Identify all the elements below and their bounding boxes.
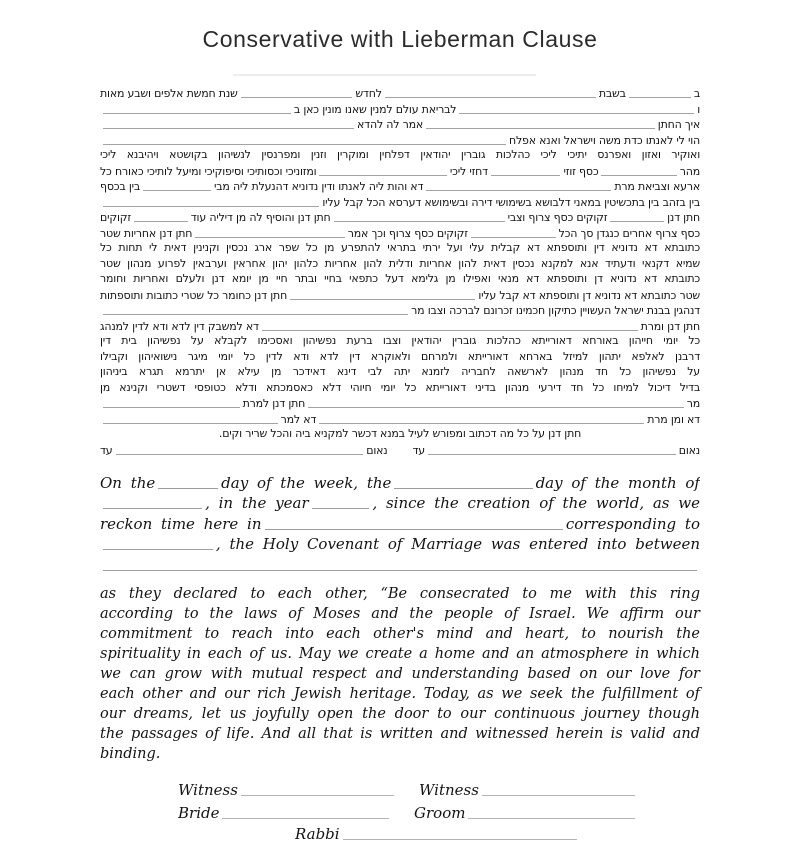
ketubah-document (0, 26, 800, 843)
text-segment: ו (697, 102, 700, 116)
hebrew-line (100, 411, 700, 427)
hebrew-line (100, 287, 700, 303)
hebrew-line (100, 302, 700, 318)
blank-fill-line (103, 314, 408, 315)
english-form-line (100, 533, 700, 554)
blank-fill-line (394, 488, 532, 489)
blank-fill-line (385, 97, 596, 98)
blank-fill-line (265, 529, 563, 530)
text-segment: לחדש (355, 87, 382, 100)
text-segment: מר (686, 397, 700, 410)
blank-fill-line (222, 818, 389, 819)
blank-fill-line (103, 144, 506, 145)
text-segment: reckon time here in (100, 514, 262, 533)
hebrew-line (100, 163, 700, 179)
text-segment: חתן דנן למרת (242, 397, 306, 410)
hebrew-line: על נפשיהון כל חד מנהון לארשאה לחבריה לזמנא יתה לבי דינא דאידכר מן עילא אן יתרמא תגרא ביניהון (100, 365, 700, 378)
blank-fill-line (426, 190, 611, 191)
hebrew-text-section (100, 85, 700, 457)
text-segment: דנהגין בבנת ישראל העשויין כתיקון חכמינו זכרונם לברכה וצבו מר (411, 304, 700, 317)
text-segment: נאום (678, 443, 700, 457)
hebrew-line (100, 442, 700, 458)
hebrew-line (100, 194, 700, 210)
text-segment: שטר כתובתא דא נדוניא דן ותוספתא דא קבל עליו (478, 288, 700, 302)
english-form-line (100, 553, 700, 574)
signature-section (100, 776, 700, 843)
text-segment: בין בכסף (100, 180, 141, 193)
blank-fill-line (334, 221, 505, 222)
text-segment: , since the creation of the world, as we (372, 494, 700, 512)
blank-fill-line (116, 454, 364, 455)
text-segment: On the (100, 473, 156, 492)
hebrew-line: כתובתא דא נדוניא דין ותוספתא דא קבלית עלי ועל ירתי בתראי להתפרע מן כל שפר ארג נכסין וקנינין דאית לי תחות כל (100, 241, 700, 254)
signature-rows (178, 776, 638, 822)
blank-fill-line (426, 128, 655, 129)
text-segment: Witness (419, 780, 479, 799)
blank-fill-line (103, 407, 240, 408)
blank-fill-line (103, 570, 697, 571)
blank-fill-line (459, 113, 694, 114)
hebrew-line: דרבנן לאלפא יתהון למיזל בארחא דאורייתא ולמרחם ולאוקרא דין לדא ודא לדין כל יומי מיגר נישואיהון וקבילו (100, 349, 700, 363)
text-segment: חתן דנן אחריות שטר (100, 226, 193, 240)
blank-fill-line (343, 839, 577, 840)
text-segment: בשבת (598, 87, 626, 100)
page-title: Conservative with Lieberman Clause (202, 26, 598, 52)
blank-fill-line (143, 190, 211, 191)
blank-fill-line (103, 113, 291, 114)
hebrew-line: ואוקיר ואזון ואפרנס יתיכי ליכי כהלכות גוברין יהודאין דפלחין ומוקרין וזנין ומפרנסין לנשיהון בקושטא ויהיבנא ליכי (100, 148, 700, 161)
text-segment: עד (412, 443, 425, 457)
text-segment: כסף צרוף אחרים כנגדן סך הכל (558, 226, 700, 240)
rabbi-signature-row (295, 822, 580, 843)
text-segment: חתן דנן ומרת (640, 319, 700, 333)
blank-fill-line (103, 508, 202, 509)
blank-fill-line (195, 237, 345, 238)
english-form-line (100, 492, 700, 513)
text-segment: דא למשבק דין לדא ודא לדין למנהג (100, 319, 259, 333)
hebrew-line (100, 132, 700, 148)
text-segment: דא ומן מרת (647, 412, 700, 426)
text-segment: Bride (178, 803, 220, 822)
text-segment: זקוקים כסף צרוף וכך אמר (347, 226, 468, 240)
text-segment: אמר לה להדא (357, 118, 424, 131)
signature-row (295, 822, 580, 843)
blank-fill-line (262, 330, 638, 331)
text-segment: מהר (679, 164, 700, 178)
text-segment: לבריאת עולם למנין שאנו מונין כאן ב (293, 102, 457, 116)
hebrew-line (100, 225, 700, 241)
hebrew-line (100, 395, 700, 411)
blank-fill-line (103, 206, 319, 207)
hebrew-line: חתן דנן על כל מה דכתוב ומפורש לעיל במנא דכשר למקניא ביה והכל שריר וקים. (218, 427, 582, 440)
blank-fill-line (471, 237, 556, 238)
blank-fill-line (134, 221, 188, 222)
text-segment: דא למר (280, 412, 317, 426)
text-segment: בין בזהב בין בתכשיטין במאני דלבושא בשימושי דירה ובשימושא דערסא הכל קבל עליו (322, 195, 700, 209)
text-segment: הוי לי לאנתו כדת משה וישראל ואנא אפלח (508, 133, 700, 147)
text-segment: דחזי ליכי (449, 164, 488, 178)
text-segment: איך החתן (657, 118, 700, 131)
english-date-section (100, 471, 700, 574)
hebrew-line (100, 318, 700, 334)
text-segment: day of the month of (535, 473, 700, 492)
blank-fill-line (241, 795, 394, 796)
text-segment: זקוקים (100, 211, 131, 224)
text-segment: day of the week, the (221, 473, 392, 492)
text-segment: נאום (366, 443, 388, 457)
title-divider (233, 74, 536, 76)
blank-fill-line (158, 488, 218, 489)
text-segment: כסף זוזי (563, 164, 599, 178)
blank-fill-line (103, 423, 278, 424)
hebrew-line: בדיל דיכול למיחו כל חד דירעי מנהון בדיני דאורייתא כל יומי חיוהי דלא כאסמכתא ודלא כטופסי דשטרי וקנינא מן (100, 380, 700, 394)
text-segment: שנת חמשת אלפים ושבע מאות (100, 87, 238, 100)
text-segment: corresponding to (565, 514, 700, 533)
blank-fill-line (319, 175, 446, 176)
blank-fill-line (601, 175, 676, 176)
blank-fill-line (491, 175, 560, 176)
hebrew-line (100, 85, 700, 101)
signature-row (178, 799, 638, 822)
text-segment: דא והות ליה לאנתו ודין נדוניא דהנעלת ליה מבי (213, 180, 424, 193)
blank-fill-line (241, 97, 353, 98)
hebrew-line (100, 101, 700, 117)
hebrew-line (100, 178, 700, 194)
blank-fill-line (103, 128, 354, 129)
blank-fill-line (428, 454, 676, 455)
hebrew-line: שמיא דקנאי ודעתיד אנא למקנא נכסין דאית להון אחריות ודלית להון אחריות כלהון יהון אחראין וערבאין לפרוע מנהון שטר (100, 256, 700, 270)
hebrew-line: כתובתא דא נדוניא דן ותוספתא דא מנאי ואפילו מן גלימא דעל כתפאי בחיי ובתר חיי מן יומא דנן ולעלם ואחריות וחומר (100, 272, 700, 285)
hebrew-line: כל יומי חייהון באורחא דאורייתא כהלכות גוברין יהודאין וצבו ברעת נפשיהון ואסכימו לקבלא על נפשיהון בית דין (100, 334, 700, 347)
text-segment: , the Holy Covenant of Marriage was entered into between (215, 535, 700, 553)
text-segment: חתן דנן והוסיף לה מן דיליה עוד (190, 211, 331, 224)
blank-fill-line (610, 221, 664, 222)
blank-fill-line (482, 795, 635, 796)
hebrew-line (100, 209, 700, 225)
declaration-paragraph: as they declared to each other, “Be consecrated to me with this ring according to the laws of Moses and the people of Israel. We affirm our commitment to reach into each other's mind and heart, to nourish the spirituality in each of us. May we create a home and an atmosphere in which we can grow with mutual respect and understanding based on our love for each other and our rich Jewish heritage. Today, as we seek the fulfillment of our dreams, let us joyfully open the door to our continuous journey though the passages of life. And all that is written and witnessed herein is valid and binding. (100, 585, 700, 762)
hebrew-line (100, 116, 700, 132)
text-segment: Witness (178, 780, 238, 799)
text-segment: Groom (414, 803, 466, 822)
text-segment: ארעא וצביאת מרת (614, 180, 700, 193)
english-form-line (100, 512, 700, 533)
blank-fill-line (312, 508, 370, 509)
text-segment: זקוקים כסף צרוף וצבי (507, 211, 608, 224)
text-segment: Rabbi (295, 824, 340, 843)
text-segment: עד (100, 443, 113, 457)
signature-row (178, 776, 638, 799)
text-segment: חתן דנן כחומר כל שטרי כתובות ותוספתות (100, 288, 288, 302)
blank-fill-line (290, 299, 475, 300)
blank-fill-line (319, 423, 644, 424)
blank-fill-line (629, 97, 691, 98)
text-segment: ב (693, 87, 700, 100)
text-segment: , in the year (205, 494, 309, 512)
text-segment: חתן דנן (667, 211, 700, 224)
text-segment: ומזוניכי וכסותיכי וסיפוקיכי ומיעל לותיכי כאורח כל (100, 164, 317, 178)
blank-fill-line (468, 818, 635, 819)
blank-fill-line (308, 407, 684, 408)
english-form-line (100, 471, 700, 492)
blank-fill-line (103, 549, 213, 550)
